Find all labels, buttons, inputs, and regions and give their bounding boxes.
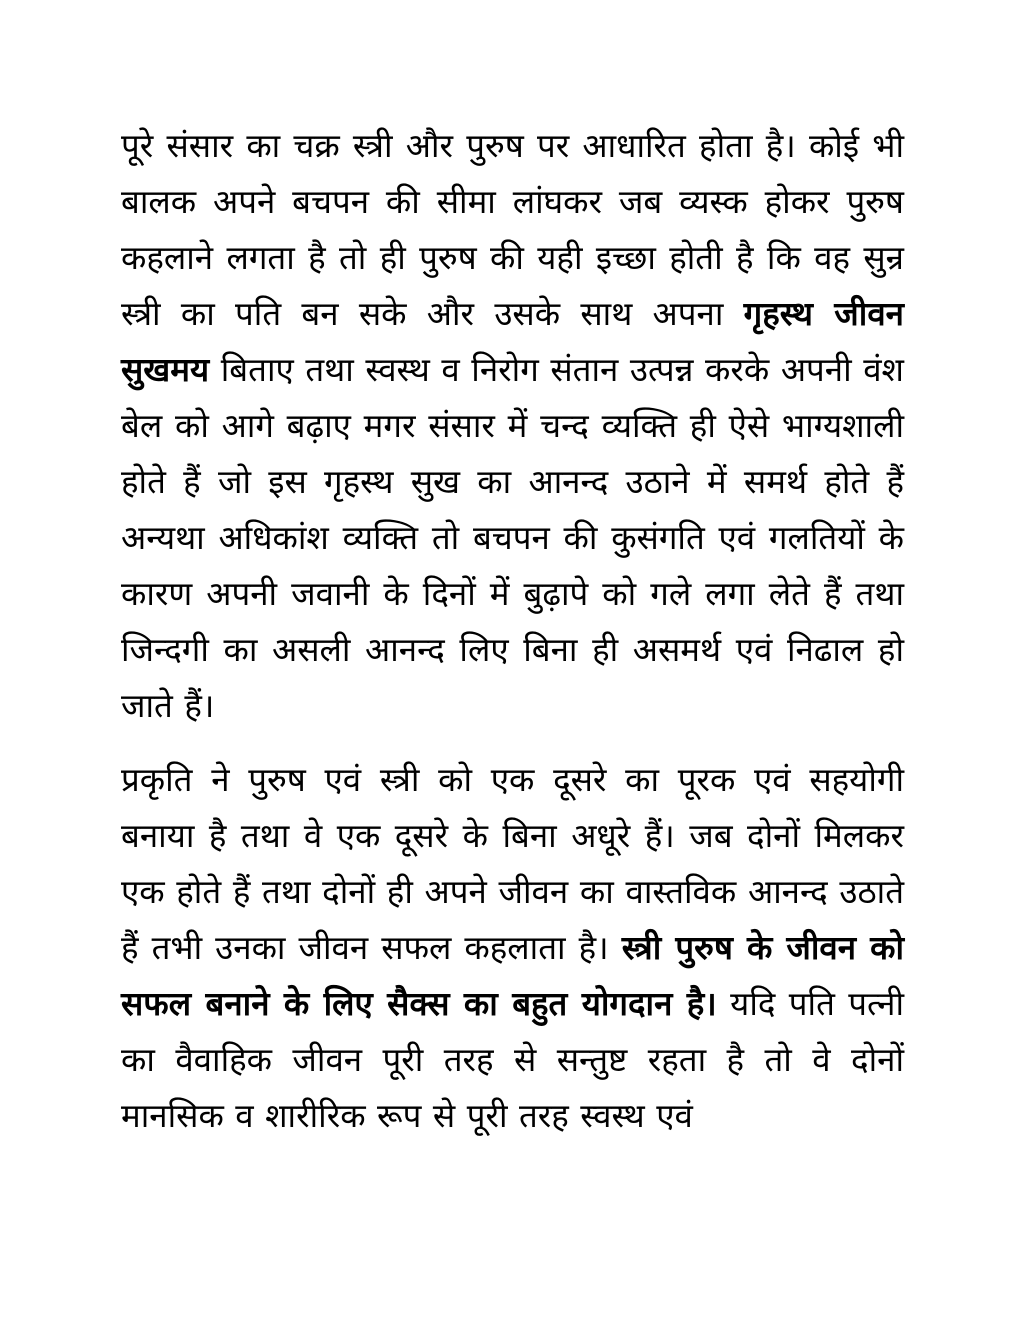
document-page bbox=[121, 118, 904, 1144]
text-run: पूरे संसार का चक्र स्त्री और पुरुष पर आधारित होता है। कोई भी बालक अपने बचपन की सीमा लांघकर जब व्यस्क होकर पुरुष कहलाने लगता है तो ही पुरुष की यही इच्छा होती है कि वह सुन्र स्त्री का पति बन सके और उसके साथ अपना bbox=[121, 126, 904, 333]
paragraph-1 bbox=[121, 118, 904, 734]
text-run: बिताए तथा स्वस्थ व निरोग संतान उत्पन्न करके अपनी वंश बेल को आगे बढ़ाए मगर संसार में चन्द व्यक्ति ही ऐसे भाग्यशाली होते हैं जो इस गृहस्थ सुख का आनन्द उठाने में समर्थ होते हैं अन्यथा अधिकांश व्यक्ति तो बचपन की कुसंगति एवं गलतियों के कारण अपनी जवानी के दिनों में बुढ़ापे को गले लगा लेते हैं तथा जिन्दगी का असली आनन्द लिए बिना ही असमर्थ एवं निढाल हो जाते हैं। bbox=[121, 350, 904, 725]
bold-text-run: गृहस्थ जीवन सुखमय bbox=[121, 294, 904, 389]
text-run: यदि पति पत्नी का वैवाहिक जीवन पूरी तरह से सन्तुष्ट रहता है तो वे दोनों मानसिक व शारीरिक रूप से पूरी तरह स्वस्थ एवं bbox=[121, 984, 904, 1135]
bold-text-run: स्त्री पुरुष के जीवन को सफल बनाने के लिए सैक्स का बहुत योगदान है। bbox=[121, 928, 904, 1023]
paragraph-2 bbox=[121, 752, 904, 1144]
text-run: प्रकृति ने पुरुष एवं स्त्री को एक दूसरे का पूरक एवं सहयोगी बनाया है तथा वे एक दूसरे के बिना अधूरे हैं। जब दोनों मिलकर एक होते हैं तथा दोनों ही अपने जीवन का वास्तविक आनन्द उठाते हैं तभी उनका जीवन सफल कहलाता है। bbox=[121, 760, 904, 967]
